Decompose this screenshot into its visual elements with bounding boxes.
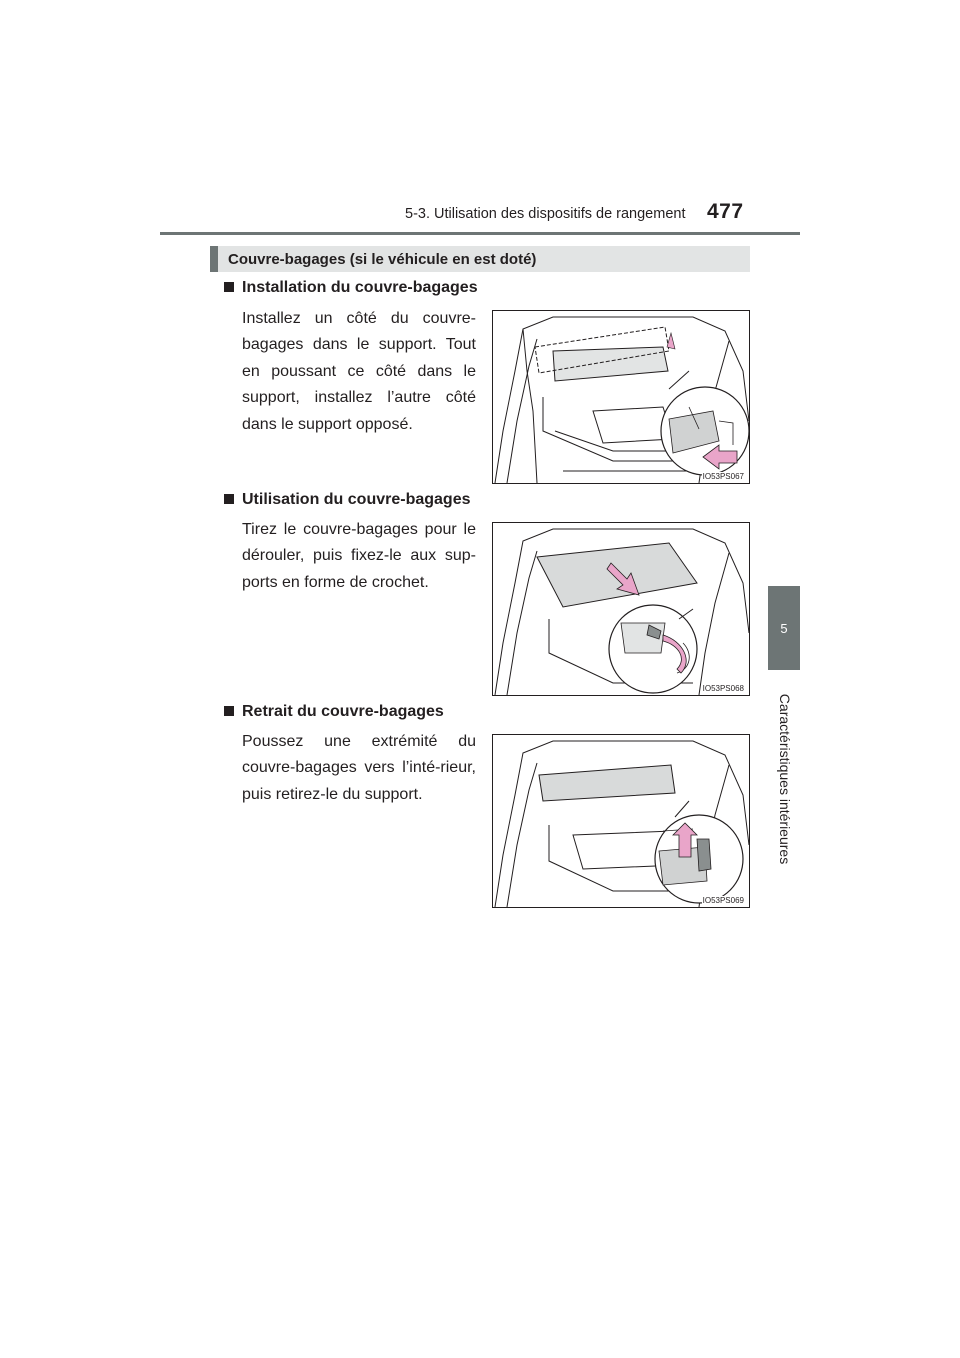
figure-installation	[492, 310, 750, 484]
subheading-retrait	[224, 703, 444, 721]
subheading-utilisation-text: Utilisation du couvre-bagages	[242, 491, 471, 508]
paragraph-retrait: Poussez une extrémité du couvre-bagages vers l’inté-rieur, puis retirez-le du support.	[242, 733, 476, 803]
square-bullet-icon	[224, 706, 234, 716]
figure-utilisation	[492, 522, 750, 696]
paragraph-installation: Installez un côté du couvre-bagages dans le support. Tout en poussant ce côté dans le support, installez l’autre côté dans le support opposé.	[242, 310, 476, 433]
chapter-tab	[768, 586, 800, 670]
chapter-tab-number: 5	[780, 620, 788, 636]
page-number: 477	[707, 200, 744, 223]
chapter-side-label	[755, 684, 815, 874]
figure-code-3: IO53PS069	[702, 896, 744, 905]
trunk-illustration-2	[493, 523, 750, 696]
subheading-installation-text: Installation du couvre-bagages	[242, 279, 478, 296]
subheading-retrait-text: Retrait du couvre-bagages	[242, 703, 444, 720]
section-title: Couvre-bagages (si le véhicule en est doté)	[228, 251, 537, 268]
square-bullet-icon	[224, 282, 234, 292]
chapter-title: 5-3. Utilisation des dispositifs de rangement	[405, 206, 686, 222]
figure-code-2: IO53PS068	[702, 684, 744, 693]
header-divider	[160, 232, 800, 235]
paragraph-utilisation: Tirez le couvre-bagages pour le dérouler, puis fixez-le aux sup-ports en forme de crochet.	[242, 521, 476, 591]
figure-retrait	[492, 734, 750, 908]
subheading-utilisation	[224, 491, 470, 509]
trunk-illustration-1	[493, 311, 750, 484]
subheading-installation	[224, 279, 478, 297]
chapter-side-label-text: Caractéristiques intérieures	[777, 693, 793, 865]
trunk-illustration-3	[493, 735, 750, 908]
square-bullet-icon	[224, 494, 234, 504]
section-title-bar	[210, 246, 750, 272]
figure-code-1: IO53PS067	[702, 472, 744, 481]
